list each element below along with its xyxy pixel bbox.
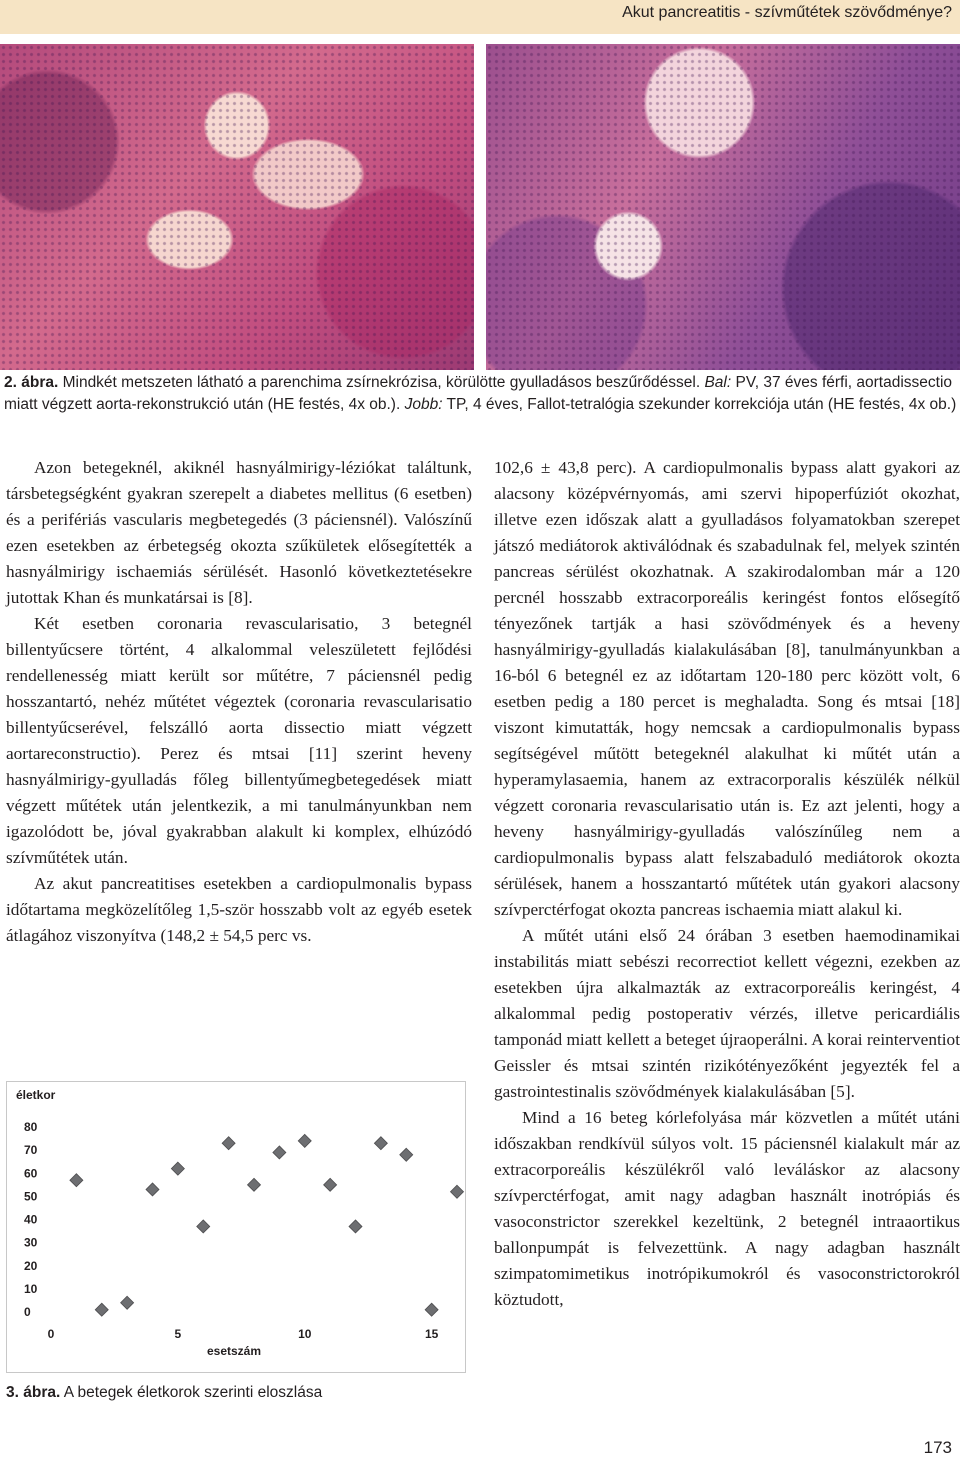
data-points	[70, 1134, 464, 1316]
data-point	[222, 1137, 235, 1150]
y-tick-label: 0	[24, 1305, 31, 1319]
figure-2-caption	[4, 372, 960, 416]
x-tick-label: 5	[174, 1327, 182, 1341]
data-point	[146, 1183, 159, 1196]
y-tick-label: 30	[24, 1235, 38, 1250]
figure-2-caption-text: Mindkét metszeten látható a parenchima zsírnekrózisa, körülötte gyulladásos beszűrődéssel.	[58, 374, 701, 391]
x-axis-label: esetszám	[206, 1344, 262, 1358]
histology-image-right	[486, 44, 960, 370]
figure-3-label: 3. ábra.	[6, 1384, 61, 1401]
paragraph: Azon betegeknél, akiknél hasnyálmirigy-léziókat találtunk, társbetegségként gyakran szerepelt a diabetes mellitus (6 esetben) és a perifériás vascularis megbetegedés (3 páciensnél). Valószínű ezen esetekben az érbetegség okozta szűkületek elősegítették a hasnyálmirigy ischaemiás sérülését. Hasonló következtetésekre jutottak Khan és munkatársai is [8].	[6, 458, 472, 607]
paragraph: Mind a 16 beteg kórlefolyása már közvetlen a műtét utáni időszakban rendkívül súlyos volt. 15 páciensnél kialakult már az extracorporeális készülékről való leváláskor az alacsony szívperctérfogat, amit nagy adagban használt inotrópiás és vasoconstrictor szerekkel kezeltünk, 2 betegnél intraaortikus ballonpumpát is felvezettünk. A nagy adagban használt szimpatomimetikus inotrópikumokról és vasoconstrictorokról köztudott,	[494, 1108, 960, 1309]
y-tick-label: 20	[24, 1258, 38, 1273]
x-tick-labels	[48, 1327, 439, 1341]
data-point	[70, 1174, 83, 1187]
data-point	[248, 1178, 261, 1191]
figure-3-caption	[6, 1384, 322, 1402]
x-tick-label: 10	[298, 1327, 312, 1341]
y-tick-label: 60	[24, 1166, 38, 1181]
age-scatter-chart	[6, 1081, 466, 1373]
data-point	[425, 1303, 438, 1316]
y-tick-label: 50	[24, 1189, 38, 1204]
figure-2-right-text: TP, 4 éves, Fallot-tetralógia szekunder korrekciója után (HE festés, 4x ob.)	[442, 396, 957, 413]
y-tick-labels	[24, 1120, 38, 1319]
data-point	[197, 1220, 210, 1233]
data-point	[121, 1296, 134, 1309]
y-tick-label: 40	[24, 1212, 38, 1227]
data-point	[273, 1146, 286, 1159]
figure-2-label: 2. ábra.	[4, 374, 59, 391]
running-head-title: Akut pancreatitis - szívműtétek szövődménye?	[622, 4, 952, 21]
figure-2-left-label: Bal:	[704, 374, 732, 391]
data-point	[349, 1220, 362, 1233]
y-tick-label: 70	[24, 1143, 38, 1158]
x-tick-label: 0	[47, 1327, 55, 1341]
right-column	[494, 455, 960, 1313]
paragraph: 102,6 ± 43,8 perc). A cardiopulmonalis bypass alatt gyakori az alacsony középvérnyomás, ami szervi hipoperfúziót okozhat, illetve ezen időszak alatt a gyulladásos folyamatokban szerepet játszó mediátorok aktiválódnak és szabadulnak fel, melyek szintén pancreas sérülést okozhatnak. A szakirodalomban már a 120 percnél hosszabb extracorporeális keringést fontos elősegítő tényezőnek tartják a hasi szövődmények és a heveny hasnyálmirigy-gyulladás kialakulásában [8], tanulmányunkban a 16-ból 6 betegnél ez az időtartam 120-180 perc között volt, 6 esetben pedig a 180 percet is meghaladta. Song és mtsai [18] viszont kimutatták, hogy nemcsak a cardiopulmonalis bypass segítségével műtött betegeknél alakulhat ki műtét után a hyperamylasaemia, hanem az extracorporalis készülék nélkül végzett coronaria revascularisatio után is. Ez azt jelenti, hogy a heveny hasnyálmirigy-gyulladás valószínűleg nem a cardiopulmonalis bypass alatt felszabaduló mediátorok okozta sérülések, hanem a hosszantartó műtétek után gyakori alacsony szívperctérfogat okozta pancreas ischaemia miatt alakul ki.	[494, 458, 960, 919]
histology-image-left	[0, 44, 474, 370]
data-point	[95, 1303, 108, 1316]
x-tick-label: 15	[424, 1327, 439, 1341]
running-head	[0, 0, 960, 34]
figure-3-caption-text: A betegek életkorok szerinti eloszlása	[60, 1384, 323, 1401]
y-tick-label: 80	[24, 1120, 38, 1134]
data-point	[171, 1162, 184, 1175]
data-point	[324, 1178, 337, 1191]
paragraph: Két esetben coronaria revascularisatio, 3 betegnél billentyűcsere történt, 4 alkalommal veleszületett fejlődési rendellenesség miatt került sor műtétre, 7 páciensnél pedig hosszantartó, nehéz műtétet végeztek (coronaria revascularisatio billentyűcserével, felszálló aorta dissectio miatt végzett aortareconstructio). Perez és mtsai [11] szerint heveny hasnyálmirigy-gyulladás főleg billentyűmegbetegedések miatt végzett műtétek után jelentkezik, a mi tanulmányunkban nem igazolódott be, jóval gyakrabban alakult ki komplex, elhúzódó szívműtétek után.	[6, 614, 472, 867]
figure-2-right-label: Jobb:	[404, 396, 443, 413]
data-point	[298, 1134, 311, 1147]
page-number: 173	[923, 1438, 952, 1457]
left-column	[6, 455, 472, 949]
y-axis-label: életkor	[16, 1088, 56, 1102]
data-point	[451, 1185, 464, 1198]
figure-2-left-text: PV, 37 éves férfi, aortadissectio miatt végzett aorta-rekonstrukció után (HE festés, 4x ob.).	[4, 374, 953, 413]
chart-svg	[7, 1082, 465, 1372]
paragraph: Az akut pancreatitises esetekben a cardiopulmonalis bypass időtartama megközelítőleg 1,5-ször hosszabb volt az egyéb esetek átlagához viszonyítva (148,2 ± 54,5 perc vs.	[6, 874, 472, 945]
y-tick-label: 10	[24, 1281, 38, 1296]
data-point	[400, 1148, 413, 1161]
paragraph: A műtét utáni első 24 órában 3 esetben haemodinamikai instabilitás miatt sebészi recorrectiot kellett végezni, ezekben az esetekben újra alkalmazták az extracorporeális keringést, 4 alkalommal pedig postoperativ vérzés, illetve pericardiális tamponád miatt kellett a beteget újraoperálni. A korai reinterventiot Geissler és mtsai szintén rizikótényezőként jegyezték fel a gastrointestinalis szövődmények kialakulásában [5].	[494, 926, 960, 1101]
data-point	[374, 1137, 387, 1150]
